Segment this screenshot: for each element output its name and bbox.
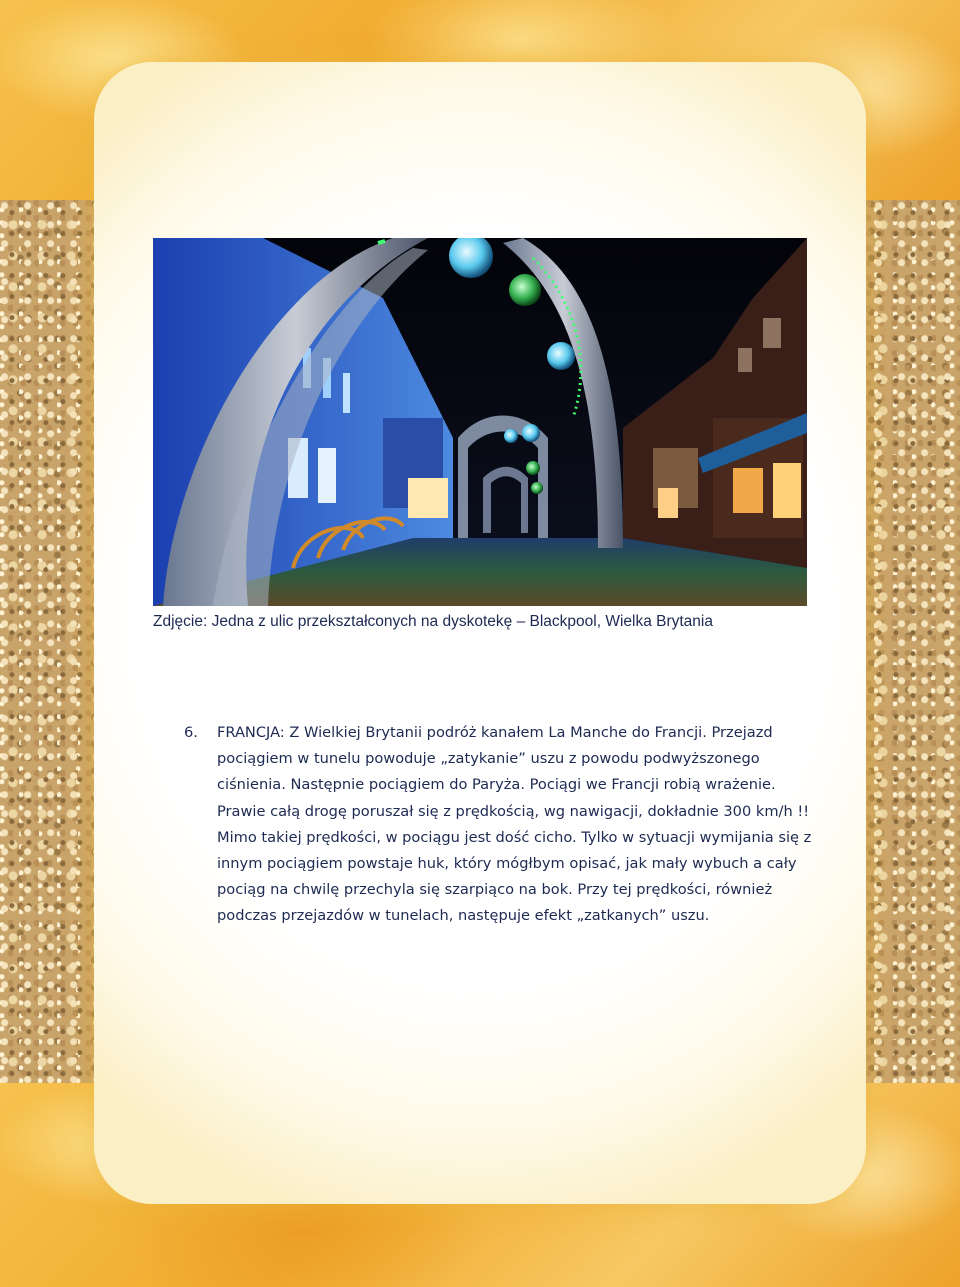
paragraph-line: Prawie całą drogę poruszał się z prędkością, wg nawigacji, dokładnie 300 km/h !!: [217, 802, 810, 820]
paragraph-line: innym pociągiem powstaje huk, który mógłbym opisać, jak mały wybuch a cały: [217, 855, 797, 873]
paragraph-line: ciśnienia. Następnie pociągiem do Paryża. Pociągi we Francji robią wrażenie.: [217, 776, 776, 794]
paragraph-line: pociągiem w tunelu powoduje „zatykanie” uszu z powodu podwyższonego: [217, 750, 760, 768]
paragraph-line: pociąg na chwilę przechyla się szarpiąco na bok. Przy tej prędkości, również: [217, 881, 773, 899]
photo-caption: Zdjęcie: Jedna z ulic przekształconych na dyskotekę – Blackpool, Wielka Brytania: [153, 613, 713, 630]
section-paragraph: [217, 720, 820, 930]
blackpool-street-photo: [153, 238, 807, 606]
paragraph-line: FRANCJA: Z Wielkiej Brytanii podróż kanałem La Manche do Francji. Przejazd: [217, 724, 773, 741]
section-number: 6.: [184, 724, 198, 741]
paragraph-line: podczas przejazdów w tunelach, następuje efekt „zatkanych” uszu.: [217, 907, 710, 925]
paragraph-line: Mimo takiej prędkości, w pociągu jest dość cicho. Tylko w sytuacji wymijania się z: [217, 828, 812, 846]
page-card: [94, 62, 866, 1204]
